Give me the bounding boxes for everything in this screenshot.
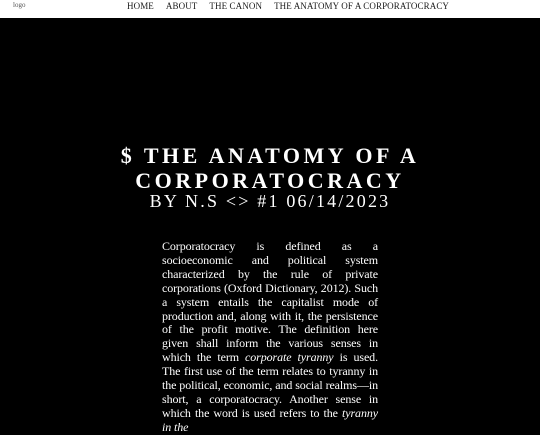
article-text-segment: Corporatocracy is defined as a socioeconomic and political system characterized by the rule of private corporations (Oxford Dictionary, 2012). Such a system entails the capitalist mode of production and, along with it, the persistence of the profit motive. The definition here given shall inform the various senses in which the term <box>162 239 378 365</box>
emphasis-corporate-tyranny: corporate tyranny <box>245 350 334 365</box>
article-byline: BY N.S <> #1 06/14/2023 <box>149 191 391 211</box>
nav-link-the-canon[interactable]: THE CANON <box>209 1 263 11</box>
article-text-segment: is used. The first use of the term relates to tyranny in the political, economic, and social realms—in short, a corporatocracy. Another sense in which the word is used refers to the <box>162 350 378 420</box>
emphasis-tyranny-in-the: tyranny in the <box>162 405 378 434</box>
logo-image[interactable]: logo <box>13 1 26 9</box>
nav-link-anatomy-of-corporatocracy[interactable]: THE ANATOMY OF A CORPORATOCRACY <box>274 1 450 11</box>
nav-link-about[interactable]: ABOUT <box>165 1 198 11</box>
main-nav <box>127 0 449 12</box>
article-body <box>162 240 378 435</box>
article-paragraph <box>162 240 378 435</box>
navbar <box>0 0 540 18</box>
nav-link-home[interactable]: HOME <box>127 1 154 11</box>
article-title: $ THE ANATOMY OF A CORPORATOCRACY <box>120 142 420 193</box>
